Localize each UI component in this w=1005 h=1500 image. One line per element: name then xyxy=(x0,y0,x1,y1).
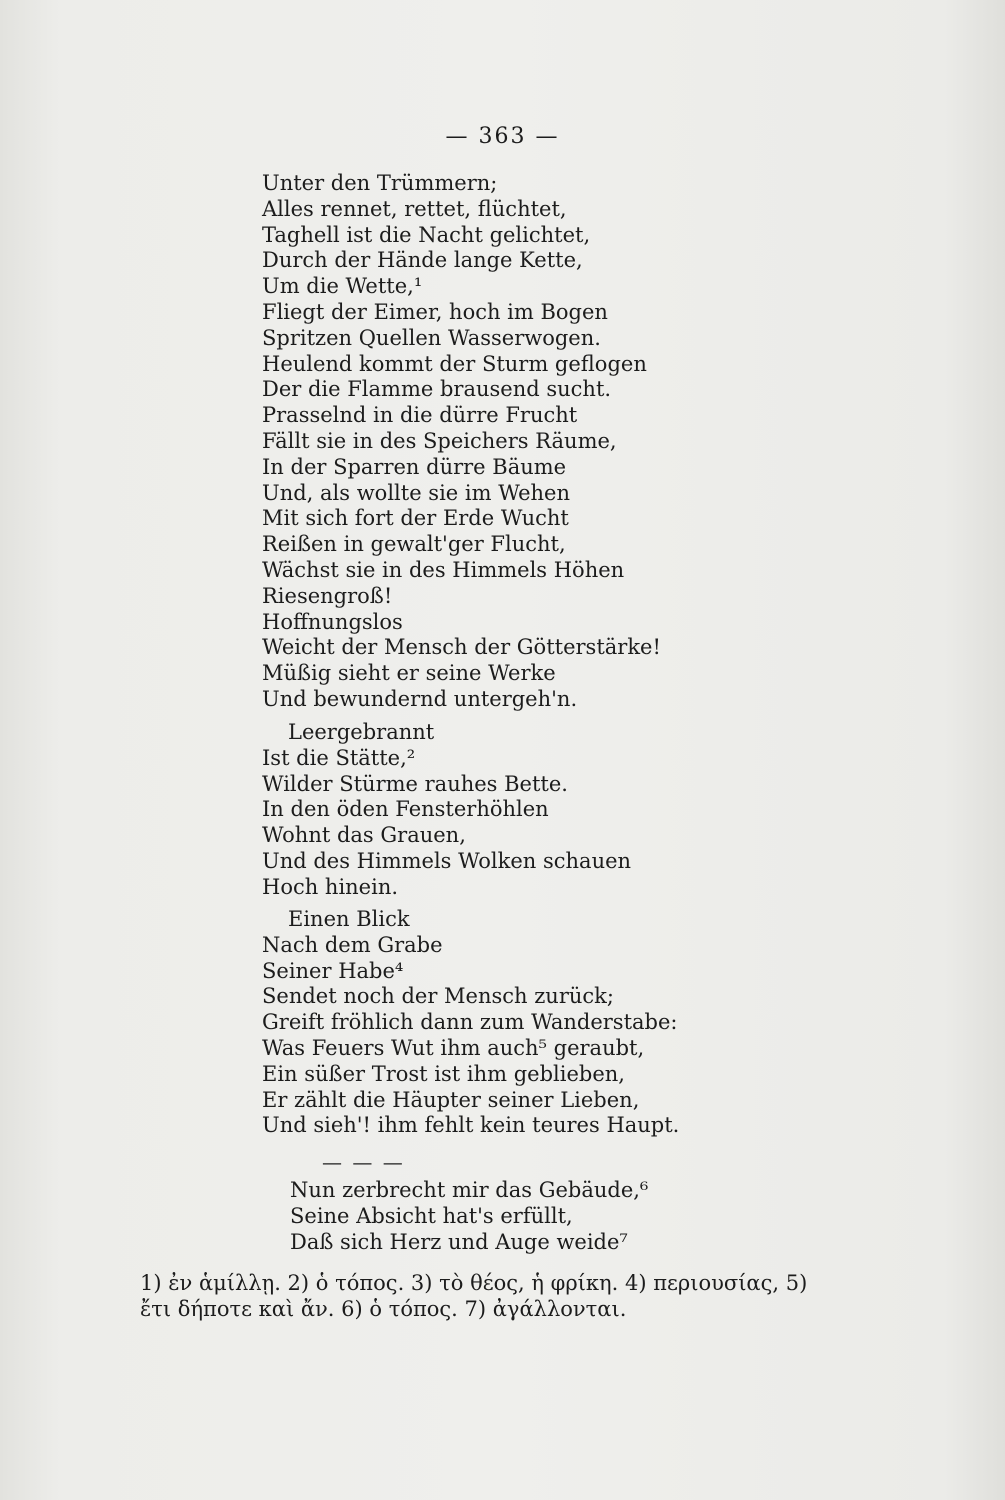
verse-line: In der Sparren dürre Bäume xyxy=(262,454,567,479)
verse-line: Weicht der Mensch der Götterstärke! xyxy=(262,635,661,660)
verse-line: Einen Blick xyxy=(288,907,410,931)
page-number: — 363 — xyxy=(445,124,560,149)
verse-line: Und bewundernd untergeh'n. xyxy=(262,686,578,711)
verse-line: Daß sich Herz und Auge weide⁷ xyxy=(290,1229,628,1254)
verse-line: Greift fröhlich dann zum Wanderstabe: xyxy=(262,1010,678,1035)
verse-line: Er zählt die Häupter seiner Lieben, xyxy=(262,1087,640,1112)
verse-line: Wilder Stürme rauhes Bette. xyxy=(262,771,568,796)
verse-line: Der die Flamme brausend sucht. xyxy=(262,377,612,402)
footnote-line: 1) ἐν ἁμίλλῃ. 2) ὁ τόπος. 3) τὸ θέος, ἡ φρίκη. 4) περιουσίας, 5) xyxy=(140,1271,808,1295)
verse-line: Wächst sie in des Himmels Höhen xyxy=(262,557,625,582)
stanza-2 xyxy=(262,719,631,900)
verse-line: Reißen in gewalt'ger Flucht, xyxy=(262,532,566,557)
footnote-line: ἔτι δήποτε καὶ ἄν. 6) ὁ τόπος. 7) ἀγάλλονται. xyxy=(140,1297,627,1321)
stanza-1 xyxy=(262,170,661,712)
stanza-4 xyxy=(290,1177,648,1254)
verse-line: Alles rennet, rettet, flüchtet, xyxy=(262,196,567,221)
verse-line: Sendet noch der Mensch zurück; xyxy=(262,984,614,1009)
verse-line: Ist die Stätte,² xyxy=(262,745,416,770)
section-divider: — — — xyxy=(322,1150,405,1174)
verse-line: Fliegt der Eimer, hoch im Bogen xyxy=(262,299,608,324)
verse-line: Fällt sie in des Speichers Räume, xyxy=(262,428,617,453)
verse-line: Hoch hinein. xyxy=(262,874,399,899)
stanza-3 xyxy=(262,906,679,1138)
verse-line: Müßig sieht er seine Werke xyxy=(262,661,556,686)
verse-line: Nach dem Grabe xyxy=(262,932,443,957)
verse-line: Um die Wette,¹ xyxy=(262,274,423,299)
verse-line: Spritzen Quellen Wasserwogen. xyxy=(262,325,601,350)
verse-line: Seine Absicht hat's erfüllt, xyxy=(290,1203,573,1228)
verse-line: Und des Himmels Wolken schauen xyxy=(262,848,632,873)
verse-line: Was Feuers Wut ihm auch⁵ geraubt, xyxy=(262,1035,645,1060)
verse-line: Heulend kommt der Sturm geflogen xyxy=(262,351,647,376)
verse-line: Taghell ist die Nacht gelichtet, xyxy=(262,222,591,247)
verse-line: Ein süßer Trost ist ihm geblieben, xyxy=(262,1061,625,1086)
verse-line: Prasselnd in die dürre Frucht xyxy=(262,403,578,428)
verse-line: Hoffnungslos xyxy=(262,609,403,634)
verse-line: Unter den Trümmern; xyxy=(262,171,498,195)
verse-line: Durch der Hände lange Kette, xyxy=(262,248,583,273)
verse-line: Wohnt das Grauen, xyxy=(262,823,466,848)
verse-line: Mit sich fort der Erde Wucht xyxy=(262,506,569,531)
verse-line: In den öden Fensterhöhlen xyxy=(262,797,549,822)
verse-line: Riesengroß! xyxy=(262,583,393,608)
footnotes xyxy=(140,1270,980,1322)
verse-line: Und sieh'! ihm fehlt kein teures Haupt. xyxy=(262,1113,680,1138)
verse-line: Nun zerbrecht mir das Gebäude,⁶ xyxy=(290,1178,649,1202)
verse-line: Und, als wollte sie im Wehen xyxy=(262,480,570,505)
verse-line: Leergebrannt xyxy=(288,720,435,744)
verse-line: Seiner Habe⁴ xyxy=(262,958,404,983)
